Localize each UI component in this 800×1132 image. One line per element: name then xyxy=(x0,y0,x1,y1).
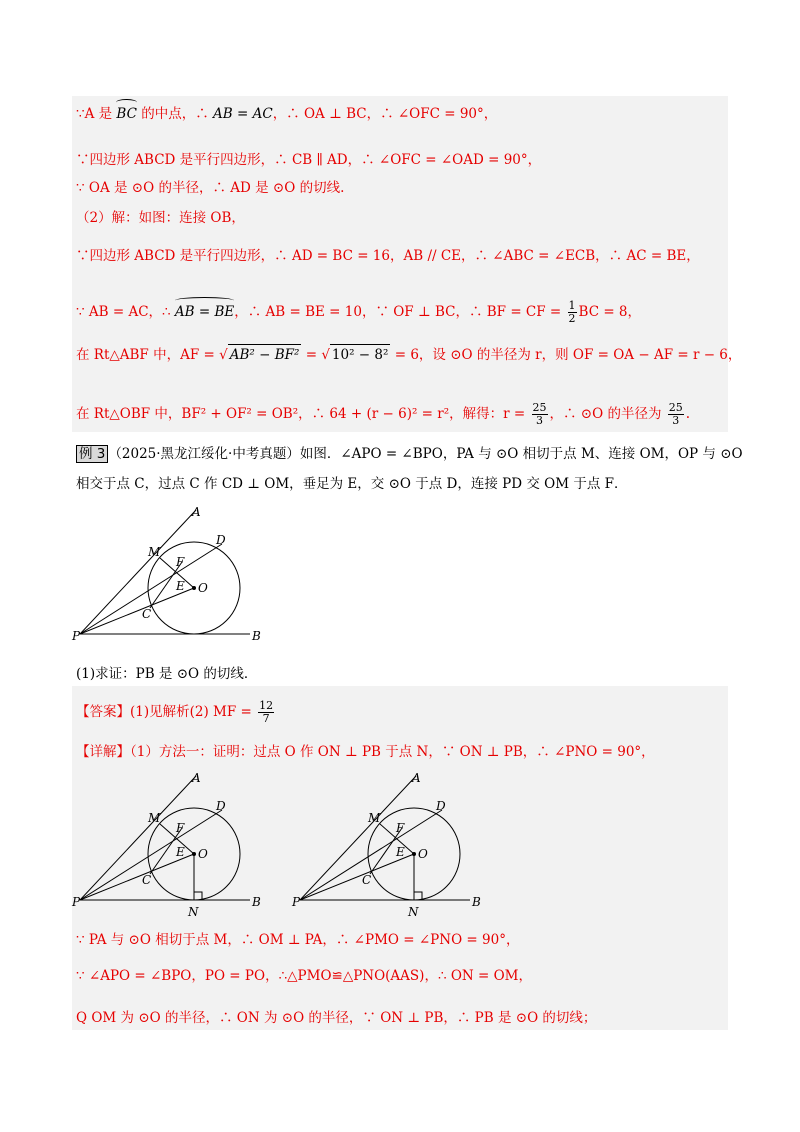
svg-text:A: A xyxy=(412,771,421,785)
svg-text:M: M xyxy=(148,811,161,825)
svg-text:B: B xyxy=(472,895,481,909)
example-line-2: 相交于点 C，过点 C 作 CD ⊥ OM，垂足为 E，交 ⊙O 于点 D，连接 PD 交 OM 于点 F． xyxy=(76,476,628,492)
svg-text:E: E xyxy=(396,845,405,859)
detail-line-2: ∵ PA 与 ⊙O 相切于点 M，∴ OM ⊥ PA，∴ ∠PMO = ∠PNO = 90°， xyxy=(76,932,520,948)
label-a: A xyxy=(192,505,201,519)
label-m: M xyxy=(148,545,161,559)
sol-line-5: ∵四边形 ABCD 是平行四边形，∴ AD = BC = 16，AB // CE，∴ ∠ABC = ∠ECB，∴ AC = BE， xyxy=(76,248,700,264)
svg-text:B: B xyxy=(252,895,261,909)
svg-text:P: P xyxy=(292,895,301,909)
svg-text:A: A xyxy=(192,771,201,785)
label-o: O xyxy=(198,581,208,595)
geometry-figure-left xyxy=(70,770,270,918)
example-line-1: 例 3 （2025·黑龙江绥化·中考真题）如图．∠APO = ∠BPO，PA 与 ⊙O 相切于点 M、连接 OM，OP 与 ⊙O xyxy=(76,444,743,464)
answer-line: 【答案】(1)见解析(2) MF = $\frac{12}{7}$ xyxy=(76,699,274,725)
svg-text:O: O xyxy=(418,847,428,861)
svg-text:F: F xyxy=(396,821,405,835)
svg-text:N: N xyxy=(408,905,419,918)
svg-text:M: M xyxy=(368,811,381,825)
svg-text:N: N xyxy=(188,905,199,918)
label-d: D xyxy=(216,533,226,547)
sol-line-7: 在 Rt△ABF 中，AF = √ AB² − BF² = √ 10² − 8² = 6，设 ⊙O 的半径为 r，则 OF = OA − AF = r − 6， xyxy=(76,344,741,365)
sol-line-4: （2）解：如图：连接 OB， xyxy=(76,210,245,226)
label-e: E xyxy=(176,579,185,593)
question-1: (1)求证：PB 是 ⊙O 的切线． xyxy=(76,666,258,682)
geometry-figure-right xyxy=(290,770,490,918)
label-f: F xyxy=(176,555,185,569)
arc-bc: BC xyxy=(116,106,137,122)
label-b: B xyxy=(252,629,261,643)
sol-line-2: ∵四边形 ABCD 是平行四边形，∴ CB ∥ AD，∴ ∠OFC = ∠OAD = 90°， xyxy=(76,152,542,168)
sol-line-6: ∵ AB = AC，∴ AB = BE，∴ AB = BE = 10，∵ OF ⊥ BC，∴ BF = CF = $\frac{1}{2}$ BC = 8， xyxy=(76,299,642,325)
geometry-figure-main xyxy=(70,500,270,648)
svg-text:D: D xyxy=(436,799,446,813)
sol-line-3: ∵ OA 是 ⊙O 的半径，∴ AD 是 ⊙O 的切线. xyxy=(76,180,345,196)
detail-line-4: Q OM 为 ⊙O 的半径，∴ ON 为 ⊙O 的半径，∵ ON ⊥ PB，∴ PB 是 ⊙O 的切线； xyxy=(76,1010,597,1026)
label-p: P xyxy=(72,629,81,643)
sol-line-1: ∵A 是 BC 的中点，∴ AB = AC，∴ OA ⊥ BC，∴ ∠OFC = 90°， xyxy=(76,106,498,122)
fraction-half: $\frac{1}{2}$ xyxy=(568,299,576,325)
svg-text:P: P xyxy=(72,895,81,909)
svg-text:O: O xyxy=(198,847,208,861)
example-tag: 例 3 xyxy=(76,445,108,463)
svg-text:D: D xyxy=(216,799,226,813)
svg-text:C: C xyxy=(142,873,152,887)
svg-text:C: C xyxy=(362,873,372,887)
label-c: C xyxy=(142,607,152,621)
svg-text:E: E xyxy=(176,845,185,859)
detail-line-1: 【详解】（1）方法一：证明：过点 O 作 ON ⊥ PB 于点 N，∵ ON ⊥ PB，∴ ∠PNO = 90°， xyxy=(76,744,655,760)
svg-text:F: F xyxy=(176,821,185,835)
sol-line-8: 在 Rt△OBF 中，BF² + OF² = OB²，∴ 64 + (r − 6)² = r²，解得：r = $\frac{25}{3}$ ，∴ ⊙O 的半径为 $\frac{25}{3}$ . xyxy=(76,401,691,427)
detail-line-3: ∵ ∠APO = ∠BPO，PO = PO，∴△PMO≌△PNO(AAS)，∴ ON = OM， xyxy=(76,968,532,984)
